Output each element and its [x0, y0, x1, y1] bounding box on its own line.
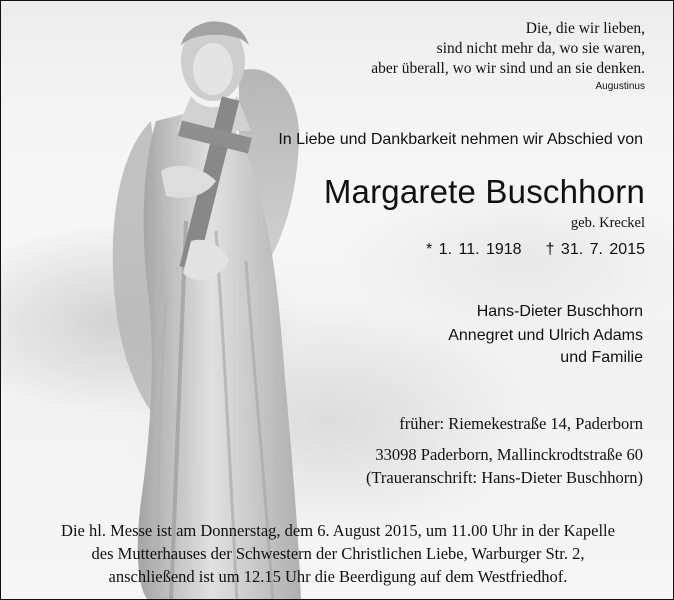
birth-name: geb. Kreckel [570, 215, 645, 231]
mourning-address: (Traueranschrift: Hans-Dieter Buschhorn) [365, 468, 643, 487]
life-dates [426, 241, 645, 259]
quote-line-1: Die, die wir lieben, [525, 20, 645, 37]
angel-statue-image [1, 1, 674, 600]
mourner-1: Hans-Dieter Buschhorn [476, 303, 643, 320]
mass-notice-line-1: Die hl. Messe ist am Donnerstag, dem 6. August 2015, um 11.00 Uhr in der Kapelle [61, 521, 615, 540]
death-date: † 31. 7. 2015 [545, 241, 645, 258]
quote-line-2: sind nicht mehr da, wo sie waren, [436, 40, 645, 57]
birth-date: * 1. 11. 1918 [426, 241, 522, 258]
mourner-3: und Familie [560, 349, 643, 366]
mourner-2: Annegret und Ulrich Adams [448, 327, 643, 344]
mass-notice-line-2: des Mutterhauses der Schwestern der Christlichen Liebe, Warburger Str. 2, [91, 544, 585, 563]
intro-text: In Liebe und Dankbarkeit nehmen wir Abschied von [278, 131, 643, 148]
mass-notice-line-3: anschließend ist um 12.15 Uhr die Beerdigung auf dem Westfriedhof. [108, 567, 568, 586]
deceased-name: Margarete Buschhorn [323, 173, 645, 210]
quote-line-3: aber überall, wo wir sind und an sie denken. [371, 60, 645, 77]
quote-author: Augustinus [595, 81, 645, 92]
former-address: früher: Riemekestraße 14, Paderborn [399, 414, 643, 433]
quote-block [371, 19, 645, 79]
current-address: 33098 Paderborn, Mallinckrodtstraße 60 [375, 445, 643, 464]
